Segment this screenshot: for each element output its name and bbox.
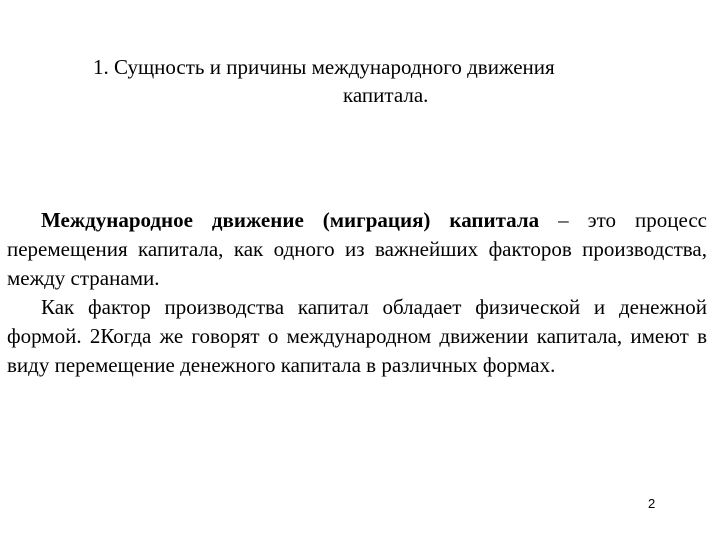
slide-body (7, 206, 707, 380)
page-number: 2 (648, 496, 656, 511)
definition-paragraph (7, 206, 707, 293)
slide-title-line-1: 1. Сущность и причины международного движения (93, 55, 555, 79)
capital-forms-paragraph: Как фактор производства капитал обладает физической и денежной формой. 2Когда же говорят о международном движении капитала, имеют в виду перемещение денежного капитала в различных формах. (7, 295, 707, 377)
defined-term: Международное движение (миграция) капитала (41, 208, 540, 232)
slide-title-line-2: капитала. (343, 83, 429, 107)
definition-text: – это процесс перемещения капитала, как одного из важнейших факторов производства, между странами. (7, 208, 707, 290)
